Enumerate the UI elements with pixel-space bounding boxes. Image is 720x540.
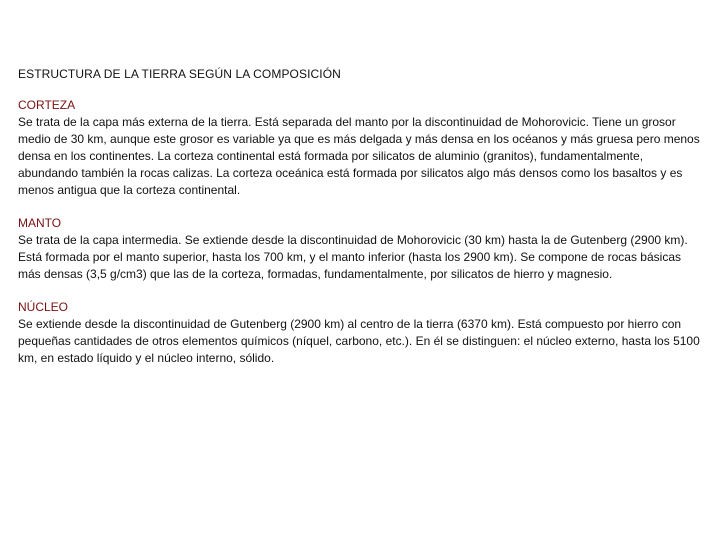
document-title: ESTRUCTURA DE LA TIERRA SEGÚN LA COMPOSICIÓN	[18, 67, 341, 81]
section-heading-corteza: CORTEZA	[18, 98, 76, 112]
section-body-manto: Se trata de la capa intermedia. Se extiende desde la discontinuidad de Mohorovicic (30 km) hasta la de Gutenberg (2900 km). Está formada por el manto superior, hasta los 700 km, y el manto inferior (hasta los 2900 km). Se compone de rocas básicas más densas (3,5 g/cm3) que las de la corteza, formadas, fundamentalmente, por silicatos de hierro y magnesio.	[18, 233, 688, 281]
section-nucleo	[18, 299, 706, 367]
section-manto	[18, 215, 706, 283]
section-body-corteza: Se trata de la capa más externa de la tierra. Está separada del manto por la discontinuidad de Mohorovicic. Tiene un grosor medio de 30 km, aunque este grosor es variable ya que es más delgada y más densa en los océanos y más gruesa pero menos densa en los continentes. La corteza continental está formada por silicatos de aluminio (granitos), fundamentalmente, abundando también la rocas calizas. La corteza oceánica está formada por silicatos algo más densos como los basaltos y es menos antigua que la corteza continental.	[18, 115, 700, 197]
section-heading-nucleo: NÚCLEO	[18, 300, 69, 314]
document-content	[18, 66, 706, 383]
section-corteza	[18, 97, 706, 199]
section-body-nucleo: Se extiende desde la discontinuidad de Gutenberg (2900 km) al centro de la tierra (6370 km). Está compuesto por hierro con pequeñas cantidades de otros elementos químicos (níquel, carbono, etc.). En él se distinguen: el núcleo externo, hasta los 5100 km, en estado líquido y el núcleo interno, sólido.	[18, 317, 700, 365]
section-heading-manto: MANTO	[18, 216, 62, 230]
